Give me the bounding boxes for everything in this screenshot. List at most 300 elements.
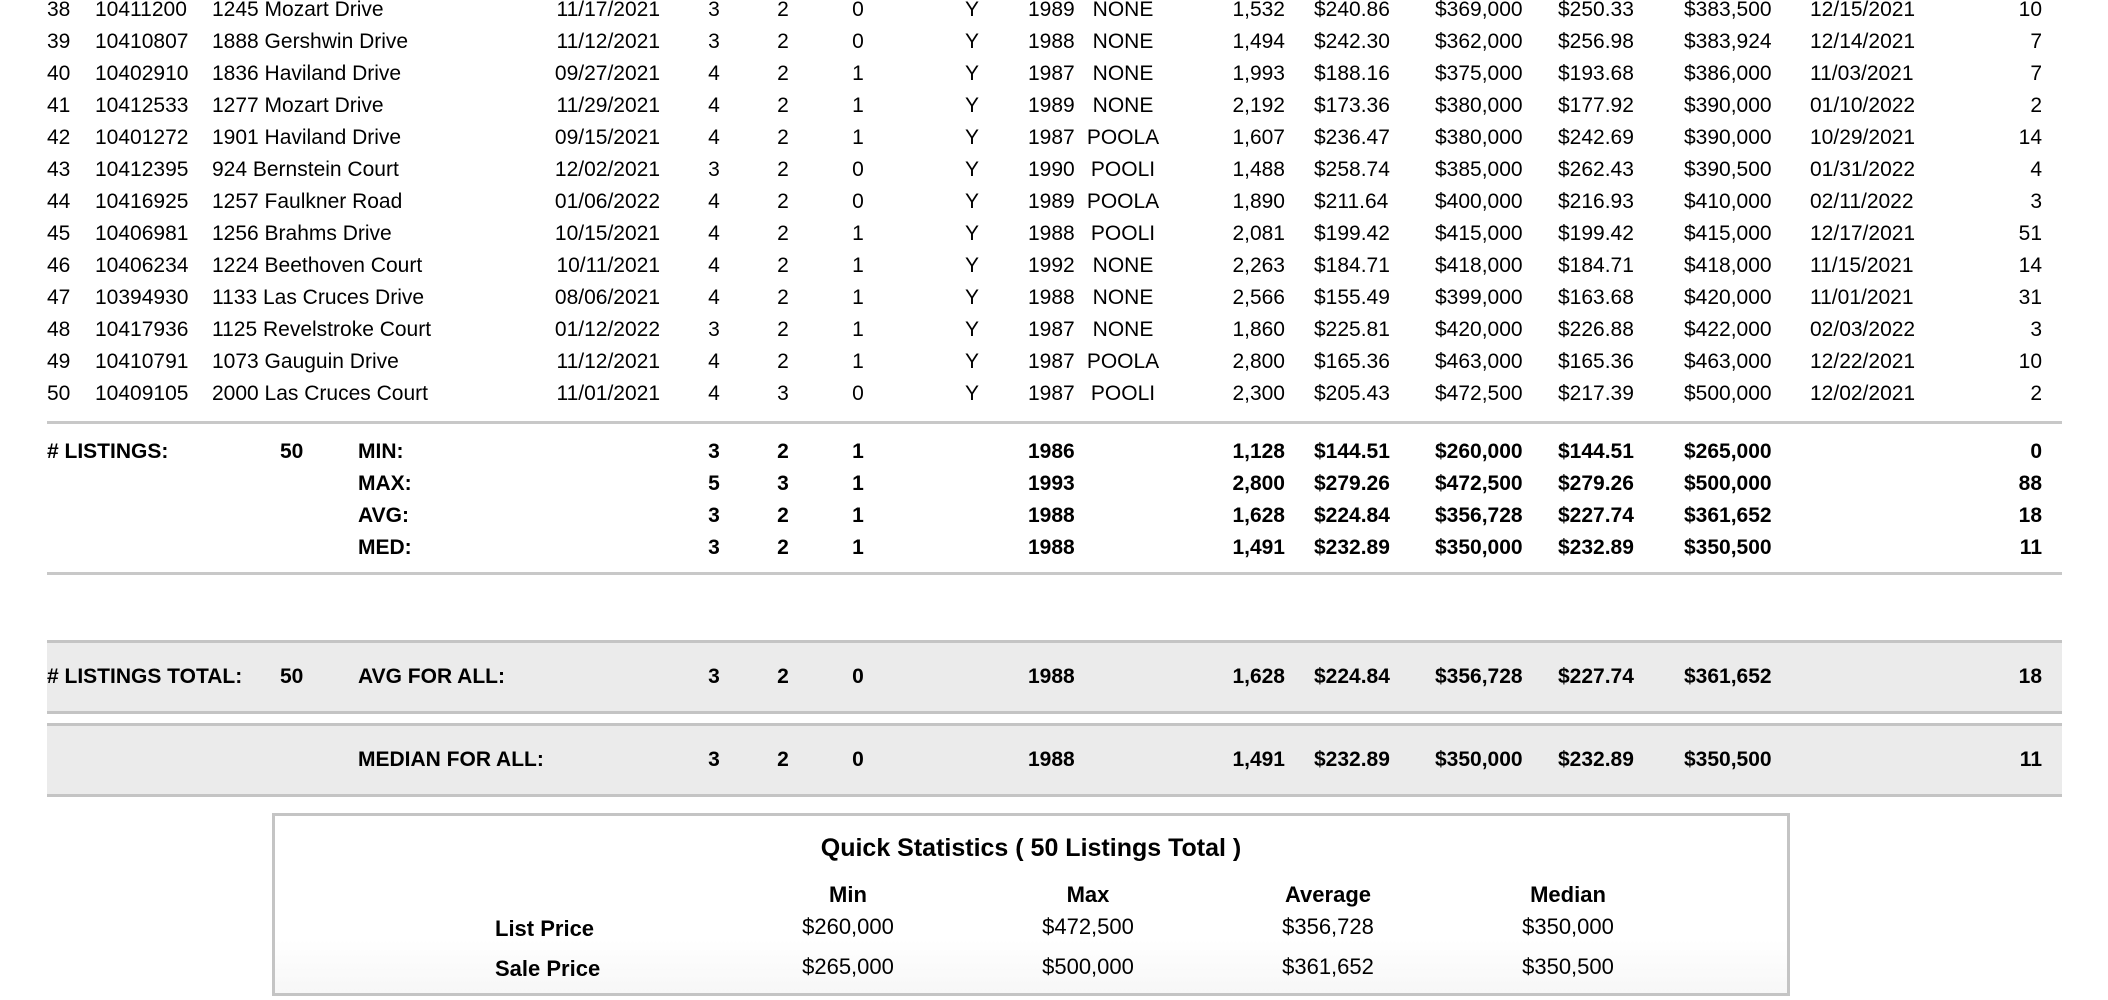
beds: 4 [708,222,720,245]
pool: POOLA [1086,190,1160,213]
half-baths: 0 [852,30,864,53]
table-row [0,282,2108,314]
pool: NONE [1092,0,1154,21]
address: 1245 Mozart Drive [212,0,384,21]
baths: 2 [777,665,789,688]
half-baths: 1 [852,222,864,245]
beds: 3 [708,0,720,21]
days-on-market: 7 [2030,62,2042,85]
table-row [0,58,2108,90]
flag: Y [964,222,979,245]
half-baths: 0 [852,190,864,213]
sale-price: $390,000 [1684,126,1772,149]
stats-row-label-sale-price: Sale Price [495,956,601,981]
list-price-per-sqft: $232.89 [1314,748,1390,771]
baths: 2 [777,126,789,149]
flag: Y [964,30,979,53]
days-on-market: 18 [2018,665,2042,688]
address: 1901 Haviland Drive [212,126,402,149]
list-price-per-sqft: $240.86 [1314,0,1390,21]
half-baths: 1 [852,350,864,373]
sqft: 1,607 [1232,126,1285,149]
table-row [0,218,2108,250]
stats-header-average: Average [1284,882,1371,907]
baths: 2 [777,190,789,213]
mls-number: 10411200 [95,0,187,21]
sale-price: $422,000 [1684,318,1772,341]
sqft: 2,192 [1232,94,1285,117]
days-on-market: 51 [2018,222,2042,245]
table-row [0,122,2108,154]
half-baths: 0 [852,158,864,181]
sale-price: $386,000 [1684,62,1772,85]
baths: 2 [777,440,789,463]
sqft: 1,532 [1232,0,1285,21]
list-price: $369,000 [1435,0,1523,21]
beds: 4 [708,126,720,149]
pool: NONE [1092,30,1154,53]
baths: 2 [777,350,789,373]
list-date: 09/27/2021 [554,62,660,85]
sale-price: $410,000 [1684,190,1772,213]
sqft: 2,800 [1232,350,1285,373]
flag: Y [964,350,979,373]
mls-number: 10410807 [95,30,189,53]
pool: POOLI [1090,382,1156,405]
list-price: $356,728 [1435,665,1523,688]
table-row [0,250,2108,282]
list-price-per-sqft: $144.51 [1314,440,1390,463]
baths: 3 [777,472,789,495]
sqft: 1,494 [1232,30,1285,53]
table-row [0,90,2108,122]
mls-number: 10409105 [95,382,189,405]
sale-price: $265,000 [1684,440,1772,463]
mls-number: 10406981 [95,222,189,245]
list-price: $472,500 [1435,382,1523,405]
list-date: 11/29/2021 [556,94,660,117]
beds: 3 [708,30,720,53]
flag: Y [964,62,979,85]
flag: Y [964,286,979,309]
sold-date: 10/29/2021 [1810,126,1916,149]
beds: 4 [708,286,720,309]
row-number: 40 [47,62,71,85]
sale-price: $390,500 [1684,158,1772,181]
summary-row-label: MED: [358,536,412,559]
sale-price: $361,652 [1684,665,1772,688]
days-on-market: 2 [2030,382,2042,405]
summary-row [0,468,2108,500]
year-built: 1986 [1028,440,1075,463]
sale-price-per-sqft: $177.92 [1558,94,1634,117]
list-date: 09/15/2021 [554,126,660,149]
list-date: 01/12/2022 [554,318,660,341]
list-price-per-sqft: $236.47 [1314,126,1390,149]
days-on-market: 14 [2018,254,2042,277]
list-price-max: $472,500 [1042,914,1134,939]
sale-price: $390,000 [1684,94,1772,117]
sqft: 2,800 [1232,472,1285,495]
baths: 2 [777,0,789,21]
sqft: 1,860 [1232,318,1285,341]
list-price-average: $356,728 [1282,914,1374,939]
days-on-market: 0 [2030,440,2042,463]
row-number: 38 [47,0,71,21]
baths: 2 [777,222,789,245]
half-baths: 1 [852,536,864,559]
sqft: 1,488 [1232,158,1285,181]
sqft: 1,628 [1232,504,1285,527]
summary-row-label: MAX: [358,472,412,495]
beds: 4 [708,382,720,405]
beds: 5 [708,472,720,495]
listings-count-value: 50 [280,440,304,463]
list-price: $350,000 [1435,748,1523,771]
stats-header-min: Min [829,882,867,907]
days-on-market: 7 [2030,30,2042,53]
list-price-per-sqft: $188.16 [1314,62,1390,85]
flag: Y [964,382,979,405]
flag: Y [964,158,979,181]
half-baths: 0 [852,0,864,21]
list-price-per-sqft: $225.81 [1314,318,1390,341]
summary-row [0,532,2108,564]
year-built: 1987 [1028,318,1075,341]
sale-price: $463,000 [1684,350,1772,373]
baths: 2 [777,94,789,117]
list-price: $362,000 [1435,30,1523,53]
sold-date: 11/15/2021 [1810,254,1914,277]
row-number: 50 [47,382,71,405]
sold-date: 12/02/2021 [1810,382,1916,405]
flag: Y [964,318,979,341]
baths: 2 [777,504,789,527]
stats-header-median: Median [1530,882,1606,907]
baths: 2 [777,318,789,341]
summary-row-label: AVG: [358,504,409,527]
table-row [0,0,2108,26]
row-number: 42 [47,126,71,149]
sale-price-per-sqft: $163.68 [1558,286,1634,309]
sqft: 1,890 [1232,190,1285,213]
sale-price-per-sqft: $232.89 [1558,748,1634,771]
sqft: 2,300 [1232,382,1285,405]
sqft: 1,491 [1232,536,1285,559]
list-price-per-sqft: $224.84 [1314,504,1390,527]
sale-price-per-sqft: $279.26 [1558,472,1634,495]
year-built: 1988 [1028,504,1075,527]
sale-price-per-sqft: $216.93 [1558,190,1634,213]
row-number: 47 [47,286,71,309]
baths: 2 [777,30,789,53]
half-baths: 0 [852,665,864,688]
sale-price-per-sqft: $217.39 [1558,382,1634,405]
sold-date: 01/10/2022 [1810,94,1916,117]
days-on-market: 11 [2019,536,2042,559]
baths: 3 [777,382,789,405]
beds: 4 [708,190,720,213]
half-baths: 1 [852,504,864,527]
address: 1836 Haviland Drive [212,62,402,85]
list-price-per-sqft: $211.64 [1314,190,1389,213]
sqft: 1,993 [1232,62,1285,85]
row-number: 44 [47,190,71,213]
list-price: $260,000 [1435,440,1523,463]
listings-count-label: # LISTINGS: [47,440,169,463]
table-row [0,346,2108,378]
address: 1133 Las Cruces Drive [212,286,425,309]
sale-price: $383,500 [1684,0,1772,21]
sale-price-per-sqft: $184.71 [1558,254,1634,277]
sqft: 2,566 [1232,286,1285,309]
days-on-market: 10 [2018,350,2042,373]
address: 2000 Las Cruces Court [212,382,428,405]
sold-date: 01/31/2022 [1810,158,1916,181]
median-for-all-row [0,744,2108,776]
sold-date: 11/01/2021 [1810,286,1914,309]
row-number: 48 [47,318,71,341]
list-date: 11/12/2021 [556,30,660,53]
days-on-market: 3 [2030,190,2042,213]
year-built: 1993 [1028,472,1075,495]
baths: 2 [777,158,789,181]
sale-price-per-sqft: $226.88 [1558,318,1634,341]
baths: 2 [777,286,789,309]
sold-date: 12/22/2021 [1810,350,1916,373]
year-built: 1987 [1028,350,1075,373]
beds: 3 [708,748,720,771]
mls-number: 10412533 [95,94,189,117]
stats-row-label-list-price: List Price [495,916,595,941]
list-price-per-sqft: $232.89 [1314,536,1390,559]
mls-number: 10410791 [95,350,189,373]
list-price-min: $260,000 [802,914,894,939]
listings-total-label: # LISTINGS TOTAL: [47,665,243,688]
address: 1073 Gauguin Drive [212,350,399,373]
address: 1277 Mozart Drive [212,94,384,117]
days-on-market: 2 [2030,94,2042,117]
summary-row [0,436,2108,468]
sold-date: 12/15/2021 [1810,0,1916,21]
table-row [0,378,2108,410]
address: 1125 Revelstroke Court [212,318,432,341]
address: 924 Bernstein Court [212,158,399,181]
half-baths: 0 [852,382,864,405]
list-price-per-sqft: $199.42 [1314,222,1390,245]
year-built: 1988 [1028,222,1075,245]
half-baths: 1 [852,126,864,149]
list-price: $400,000 [1435,190,1523,213]
list-date: 10/11/2021 [556,254,660,277]
address: 1888 Gershwin Drive [212,30,409,53]
sale-price: $350,500 [1684,748,1772,771]
pool: NONE [1092,254,1154,277]
sale-price-per-sqft: $227.74 [1558,665,1634,688]
sale-price: $420,000 [1684,286,1772,309]
stats-header-max: Max [1066,882,1110,907]
pool: NONE [1092,286,1154,309]
list-date: 01/06/2022 [554,190,660,213]
list-price: $380,000 [1435,94,1523,117]
mls-number: 10406234 [95,254,189,277]
sold-date: 12/17/2021 [1810,222,1916,245]
row-number: 46 [47,254,71,277]
sale-price-per-sqft: $250.33 [1558,0,1634,21]
sale-price-per-sqft: $256.98 [1558,30,1634,53]
year-built: 1989 [1028,0,1075,21]
list-price: $375,000 [1435,62,1523,85]
sale-price: $418,000 [1684,254,1772,277]
year-built: 1987 [1028,126,1075,149]
beds: 3 [708,665,720,688]
list-date: 11/01/2021 [556,382,660,405]
mls-number: 10417936 [95,318,189,341]
baths: 2 [777,748,789,771]
list-price: $472,500 [1435,472,1523,495]
days-on-market: 3 [2030,318,2042,341]
sale-price-per-sqft: $227.74 [1558,504,1634,527]
mls-number: 10394930 [95,286,189,309]
sale-price: $500,000 [1684,472,1772,495]
pool: POOLI [1090,222,1156,245]
sqft: 1,491 [1232,748,1285,771]
avg-for-all-band [47,640,2062,714]
beds: 3 [708,504,720,527]
pool: NONE [1092,318,1154,341]
beds: 3 [708,318,720,341]
sale-price: $361,652 [1684,504,1772,527]
list-price: $350,000 [1435,536,1523,559]
sqft: 1,128 [1232,440,1285,463]
year-built: 1987 [1028,382,1075,405]
year-built: 1988 [1028,748,1075,771]
baths: 2 [777,254,789,277]
sqft: 2,081 [1232,222,1285,245]
list-price-per-sqft: $155.49 [1314,286,1390,309]
pool: POOLA [1086,350,1160,373]
year-built: 1988 [1028,665,1075,688]
year-built: 1988 [1028,286,1075,309]
days-on-market: 4 [2030,158,2042,181]
list-price-per-sqft: $205.43 [1314,382,1390,405]
list-price-per-sqft: $224.84 [1314,665,1390,688]
pool: NONE [1092,62,1154,85]
quick-statistics-title: Quick Statistics ( 50 Listings Total ) [820,834,1242,862]
days-on-market: 31 [2018,286,2042,309]
sale-price-per-sqft: $193.68 [1558,62,1634,85]
address: 1224 Beethoven Court [212,254,423,277]
list-price: $380,000 [1435,126,1523,149]
sold-date: 02/11/2022 [1810,190,1914,213]
beds: 3 [708,158,720,181]
median-for-all-label: MEDIAN FOR ALL: [358,748,544,771]
sale-price: $500,000 [1684,382,1772,405]
half-baths: 1 [852,440,864,463]
list-price-per-sqft: $279.26 [1314,472,1390,495]
baths: 2 [777,536,789,559]
row-number: 39 [47,30,71,53]
list-price-per-sqft: $165.36 [1314,350,1390,373]
sold-date: 12/14/2021 [1810,30,1916,53]
row-number: 43 [47,158,71,181]
address: 1256 Brahms Drive [212,222,392,245]
list-price: $385,000 [1435,158,1523,181]
pool: POOLA [1086,126,1160,149]
days-on-market: 14 [2018,126,2042,149]
summary-divider [47,572,2062,575]
table-row [0,314,2108,346]
sold-date: 02/03/2022 [1810,318,1916,341]
list-date: 11/12/2021 [556,350,660,373]
half-baths: 1 [852,62,864,85]
year-built: 1988 [1028,30,1075,53]
half-baths: 1 [852,318,864,341]
summary-row-label: MIN: [358,440,404,463]
avg-for-all-label: AVG FOR ALL: [358,665,505,688]
sale-price-average: $361,652 [1282,954,1374,979]
flag: Y [964,254,979,277]
half-baths: 1 [852,94,864,117]
beds: 3 [708,440,720,463]
year-built: 1989 [1028,190,1075,213]
year-built: 1988 [1028,536,1075,559]
list-date: 08/06/2021 [554,286,660,309]
list-price: $418,000 [1435,254,1523,277]
sale-price-per-sqft: $199.42 [1558,222,1634,245]
mls-number: 10402910 [95,62,189,85]
sold-date: 11/03/2021 [1810,62,1914,85]
sqft: 1,628 [1232,665,1285,688]
baths: 2 [777,62,789,85]
pool: NONE [1092,94,1154,117]
year-built: 1989 [1028,94,1075,117]
half-baths: 1 [852,254,864,277]
sale-price: $350,500 [1684,536,1772,559]
list-price-per-sqft: $184.71 [1314,254,1390,277]
sale-price-per-sqft: $165.36 [1558,350,1634,373]
sale-price-per-sqft: $144.51 [1558,440,1634,463]
days-on-market: 18 [2018,504,2042,527]
beds: 4 [708,94,720,117]
beds: 4 [708,350,720,373]
sale-price: $383,924 [1684,30,1772,53]
mls-number: 10416925 [95,190,189,213]
days-on-market: 10 [2018,0,2042,21]
list-date: 10/15/2021 [554,222,660,245]
flag: Y [964,126,979,149]
list-date: 12/02/2021 [554,158,660,181]
table-row [0,186,2108,218]
half-baths: 1 [852,286,864,309]
sqft: 2,263 [1232,254,1285,277]
sale-price-per-sqft: $242.69 [1558,126,1634,149]
list-price-median: $350,000 [1522,914,1614,939]
avg-for-all-row [0,661,2108,693]
days-on-market: 11 [2019,748,2042,771]
summary-row [0,500,2108,532]
half-baths: 0 [852,748,864,771]
year-built: 1992 [1028,254,1075,277]
median-for-all-band [47,723,2062,797]
flag: Y [964,190,979,213]
quick-statistics-panel [272,813,1790,996]
year-built: 1990 [1028,158,1075,181]
list-price-per-sqft: $173.36 [1314,94,1390,117]
sale-price-median: $350,500 [1522,954,1614,979]
sale-price-min: $265,000 [802,954,894,979]
pool: POOLI [1090,158,1156,181]
